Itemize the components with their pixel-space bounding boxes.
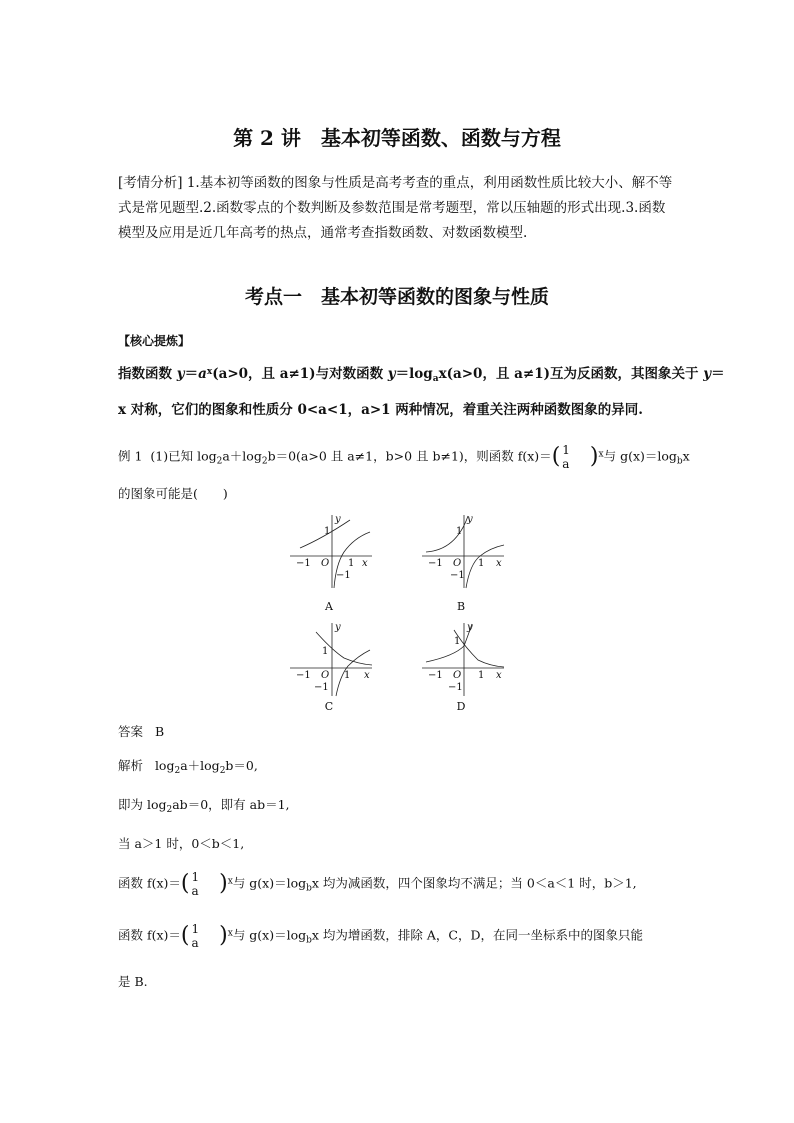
section1-title: 考点一 基本初等函数的图象与性质 — [244, 286, 549, 308]
x-label: x — [496, 558, 502, 569]
tick-label: −1 — [296, 558, 311, 569]
graph-a — [288, 512, 376, 590]
curve-f — [426, 624, 472, 662]
solution-line-1: 解析 $\log_2a+\log_2b=0$, — [118, 758, 258, 776]
answer-value: B — [154, 724, 165, 739]
solution-line-4: 函数 f(x)＝( 1 a )$^x$与 $g(x)=\log_bx$ 均为减函数，四个图象均不满足；当 0＜a＜1 时，b＞1, — [118, 870, 637, 898]
solution-line-3: 当 a＞1 时，0＜b＜1, — [118, 836, 245, 851]
tick-label: 1 — [456, 526, 463, 537]
solution-line-2: 即为 $\log_2ab=0$，即有 ab＝1, — [118, 797, 290, 815]
tick-label: 1 — [478, 558, 485, 569]
analysis-tag: [考情分析] — [118, 175, 183, 191]
graph-c — [288, 620, 376, 698]
tick-label: 1 — [344, 670, 351, 681]
y-label: y — [335, 622, 341, 633]
solution-label: 解析 — [118, 758, 144, 773]
tick-label: −1 — [428, 670, 443, 681]
answer-label: 答案 — [118, 724, 144, 739]
exam-analysis — [118, 171, 678, 246]
fraction: 1 a — [562, 443, 570, 471]
example-label: 例 1 — [118, 448, 143, 464]
tick-label: −1 — [448, 682, 463, 693]
y-label: y — [335, 514, 341, 525]
tick-label: 1 — [348, 558, 355, 569]
core-line-2: x 对称，它们的图象和性质分 0<a<1，a>1 两种情况，着重关注两种函数图象的异同. — [118, 402, 643, 418]
tick-label: 1 — [478, 670, 485, 681]
origin-label: O — [453, 670, 462, 681]
tick-label: −1 — [296, 670, 311, 681]
example-line-2: 的图象可能是( ) — [118, 486, 228, 501]
graph-d — [420, 620, 508, 698]
y-label: y — [467, 622, 473, 633]
tick-label: −1 — [428, 558, 443, 569]
graph-d-caption: D — [456, 700, 466, 713]
origin-label: O — [453, 558, 462, 569]
solution-line-5: 函数 f(x)＝( 1 a )$^x$与 $g(x)=\log_bx$ 均为增函数，排除 A，C，D，在同一坐标系中的图象只能 — [118, 922, 644, 950]
origin-label: O — [321, 558, 330, 569]
core-line-1: 指数函数 $y=a^x(a>0$，且 a≠1)与对数函数 $y=\log_ax(a>0$，且 a≠1)互为反函数，其图象关于 y＝ — [118, 366, 725, 384]
graph-c-caption: C — [324, 700, 334, 713]
tick-label: −1 — [450, 570, 465, 581]
tick-label: −1 — [314, 682, 329, 693]
analysis-text: 1.基本初等函数的图象与性质是高考考查的重点，利用函数性质比较大小、解不等式是常见题型.2.函数零点的个数判断及参数范围是常考题型，常以压轴题的形式出现.3.函数模型及应用是近几年高考的热点，通常考查指数函数、对数函数模型. — [118, 175, 673, 241]
core-tag: 【核心提炼】 — [118, 334, 191, 348]
x-label: x — [362, 558, 368, 569]
answer — [118, 722, 164, 742]
y-label: y — [467, 514, 473, 525]
x-label: x — [364, 670, 370, 681]
origin-label: O — [321, 670, 330, 681]
x-label: x — [496, 670, 502, 681]
tick-label: −1 — [336, 570, 351, 581]
graph-a-caption: A — [325, 600, 333, 613]
tick-label: 1 — [322, 646, 329, 657]
example-line-1: 例 1 (1)已知 $\log_2a+\log_2b=0(a>0$ 且 a≠1，b>0 且 b≠1)，则函数 f(x)＝( 1 a )$^x$与 $g(x)=\log_bx$ — [118, 443, 690, 471]
tick-label: 1 — [454, 636, 461, 647]
tick-label: 1 — [324, 526, 331, 537]
solution-line-6: 是 B. — [118, 974, 148, 989]
lecture-title: 第 2 讲 基本初等函数、函数与方程 — [233, 126, 561, 150]
graph-b-caption: B — [456, 600, 466, 613]
graph-b — [420, 512, 508, 590]
